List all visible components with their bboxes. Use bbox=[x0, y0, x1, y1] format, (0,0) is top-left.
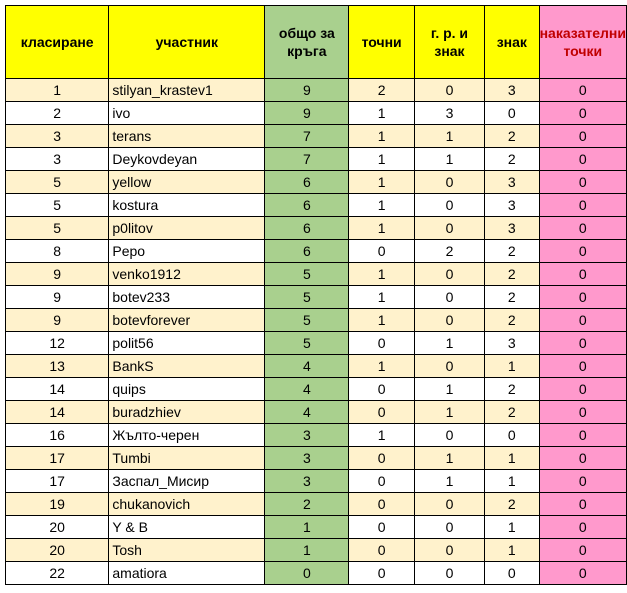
round-total-cell: 5 bbox=[265, 286, 349, 309]
goal-diff-sign-cell: 1 bbox=[414, 148, 484, 171]
goal-diff-sign-cell: 0 bbox=[414, 217, 484, 240]
goal-diff-sign-cell: 0 bbox=[414, 171, 484, 194]
rank-cell: 16 bbox=[6, 424, 109, 447]
rank-cell: 14 bbox=[6, 378, 109, 401]
goal-diff-sign-cell: 1 bbox=[414, 401, 484, 424]
table-row bbox=[6, 171, 627, 194]
participant-cell: p0litov bbox=[109, 217, 265, 240]
penalty-cell: 0 bbox=[539, 240, 626, 263]
rank-cell: 3 bbox=[6, 125, 109, 148]
penalty-cell: 0 bbox=[539, 125, 626, 148]
exact-cell: 1 bbox=[349, 286, 414, 309]
round-total-cell: 3 bbox=[265, 470, 349, 493]
participant-cell: polit56 bbox=[109, 332, 265, 355]
participant-cell: buradzhiev bbox=[109, 401, 265, 424]
round-total-cell: 1 bbox=[265, 516, 349, 539]
sign-cell: 3 bbox=[485, 332, 540, 355]
goal-diff-sign-cell: 1 bbox=[414, 125, 484, 148]
goal-diff-sign-cell: 2 bbox=[414, 240, 484, 263]
sign-cell: 1 bbox=[485, 539, 540, 562]
round-total-cell: 9 bbox=[265, 79, 349, 102]
standings-table bbox=[5, 5, 627, 585]
round-total-cell: 6 bbox=[265, 194, 349, 217]
sign-cell: 2 bbox=[485, 125, 540, 148]
participant-cell: yellow bbox=[109, 171, 265, 194]
exact-cell: 1 bbox=[349, 263, 414, 286]
round-total-cell: 6 bbox=[265, 171, 349, 194]
participant-cell: amatiora bbox=[109, 562, 265, 585]
rank-cell: 19 bbox=[6, 493, 109, 516]
rank-cell: 22 bbox=[6, 562, 109, 585]
table-row bbox=[6, 286, 627, 309]
round-total-cell: 7 bbox=[265, 148, 349, 171]
sign-cell: 0 bbox=[485, 424, 540, 447]
sign-cell: 1 bbox=[485, 516, 540, 539]
sign-cell: 3 bbox=[485, 171, 540, 194]
round-total-cell: 6 bbox=[265, 217, 349, 240]
rank-cell: 9 bbox=[6, 263, 109, 286]
penalty-cell: 0 bbox=[539, 516, 626, 539]
goal-diff-sign-cell: 0 bbox=[414, 194, 484, 217]
goal-diff-sign-cell: 0 bbox=[414, 562, 484, 585]
sign-cell: 2 bbox=[485, 148, 540, 171]
round-total-cell: 5 bbox=[265, 263, 349, 286]
penalty-cell: 0 bbox=[539, 539, 626, 562]
goal-diff-sign-cell: 3 bbox=[414, 102, 484, 125]
penalty-cell: 0 bbox=[539, 217, 626, 240]
participant-cell: terans bbox=[109, 125, 265, 148]
round-total-header: общо за кръга bbox=[265, 6, 349, 79]
sign-cell: 2 bbox=[485, 493, 540, 516]
table-row bbox=[6, 378, 627, 401]
rank-cell: 5 bbox=[6, 217, 109, 240]
table-row bbox=[6, 401, 627, 424]
participant-cell: BankS bbox=[109, 355, 265, 378]
penalty-cell: 0 bbox=[539, 562, 626, 585]
rank-cell: 9 bbox=[6, 309, 109, 332]
goal-diff-sign-cell: 0 bbox=[414, 516, 484, 539]
exact-cell: 1 bbox=[349, 148, 414, 171]
table-row bbox=[6, 240, 627, 263]
goal-diff-sign-cell: 0 bbox=[414, 424, 484, 447]
table-row bbox=[6, 125, 627, 148]
rank-cell: 17 bbox=[6, 470, 109, 493]
penalty-cell: 0 bbox=[539, 470, 626, 493]
rank-cell: 20 bbox=[6, 539, 109, 562]
table-row bbox=[6, 217, 627, 240]
sign-cell: 1 bbox=[485, 355, 540, 378]
table-row bbox=[6, 263, 627, 286]
participant-cell: Заспал_Мисир bbox=[109, 470, 265, 493]
penalty-cell: 0 bbox=[539, 378, 626, 401]
penalty-cell: 0 bbox=[539, 148, 626, 171]
table-row bbox=[6, 424, 627, 447]
sign-cell: 2 bbox=[485, 401, 540, 424]
exact-cell: 1 bbox=[349, 194, 414, 217]
round-total-cell: 4 bbox=[265, 378, 349, 401]
participant-cell: Pepo bbox=[109, 240, 265, 263]
round-total-cell: 4 bbox=[265, 401, 349, 424]
penalty-cell: 0 bbox=[539, 194, 626, 217]
round-total-cell: 6 bbox=[265, 240, 349, 263]
table-row bbox=[6, 355, 627, 378]
table-row bbox=[6, 562, 627, 585]
exact-cell: 0 bbox=[349, 332, 414, 355]
round-total-cell: 3 bbox=[265, 424, 349, 447]
header-row bbox=[6, 6, 627, 79]
round-total-cell: 4 bbox=[265, 355, 349, 378]
exact-header: точни bbox=[349, 6, 414, 79]
table-row bbox=[6, 470, 627, 493]
table-row bbox=[6, 493, 627, 516]
goal-diff-sign-cell: 1 bbox=[414, 332, 484, 355]
table-row bbox=[6, 447, 627, 470]
penalty-cell: 0 bbox=[539, 447, 626, 470]
goal-diff-sign-cell: 0 bbox=[414, 286, 484, 309]
sign-cell: 1 bbox=[485, 447, 540, 470]
goal-diff-sign-cell: 1 bbox=[414, 447, 484, 470]
exact-cell: 2 bbox=[349, 79, 414, 102]
goal-diff-sign-cell: 0 bbox=[414, 493, 484, 516]
exact-cell: 1 bbox=[349, 424, 414, 447]
exact-cell: 0 bbox=[349, 401, 414, 424]
sign-cell: 3 bbox=[485, 79, 540, 102]
rank-cell: 20 bbox=[6, 516, 109, 539]
sign-header: знак bbox=[485, 6, 540, 79]
exact-cell: 1 bbox=[349, 102, 414, 125]
table-row bbox=[6, 516, 627, 539]
participant-cell: Y & B bbox=[109, 516, 265, 539]
exact-cell: 1 bbox=[349, 355, 414, 378]
round-total-cell: 2 bbox=[265, 493, 349, 516]
participant-cell: kostura bbox=[109, 194, 265, 217]
goal-diff-sign-cell: 1 bbox=[414, 378, 484, 401]
table-row bbox=[6, 102, 627, 125]
round-total-cell: 7 bbox=[265, 125, 349, 148]
participant-header: участник bbox=[109, 6, 265, 79]
table-row bbox=[6, 539, 627, 562]
round-total-cell: 5 bbox=[265, 332, 349, 355]
rank-cell: 13 bbox=[6, 355, 109, 378]
rank-header: класиране bbox=[6, 6, 109, 79]
penalty-cell: 0 bbox=[539, 332, 626, 355]
penalty-cell: 0 bbox=[539, 79, 626, 102]
exact-cell: 0 bbox=[349, 378, 414, 401]
table-row bbox=[6, 309, 627, 332]
table-row bbox=[6, 332, 627, 355]
exact-cell: 0 bbox=[349, 539, 414, 562]
exact-cell: 1 bbox=[349, 125, 414, 148]
exact-cell: 1 bbox=[349, 217, 414, 240]
exact-cell: 1 bbox=[349, 171, 414, 194]
participant-cell: botevforever bbox=[109, 309, 265, 332]
participant-cell: botev233 bbox=[109, 286, 265, 309]
rank-cell: 1 bbox=[6, 79, 109, 102]
sign-cell: 3 bbox=[485, 194, 540, 217]
goal-diff-sign-cell: 0 bbox=[414, 263, 484, 286]
round-total-cell: 5 bbox=[265, 309, 349, 332]
exact-cell: 0 bbox=[349, 240, 414, 263]
rank-cell: 12 bbox=[6, 332, 109, 355]
penalty-cell: 0 bbox=[539, 401, 626, 424]
participant-cell: ivo bbox=[109, 102, 265, 125]
round-total-cell: 1 bbox=[265, 539, 349, 562]
exact-cell: 0 bbox=[349, 447, 414, 470]
sign-cell: 2 bbox=[485, 240, 540, 263]
penalty-cell: 0 bbox=[539, 102, 626, 125]
participant-cell: Deykovdeyan bbox=[109, 148, 265, 171]
penalty-cell: 0 bbox=[539, 355, 626, 378]
penalty-cell: 0 bbox=[539, 286, 626, 309]
rank-cell: 5 bbox=[6, 194, 109, 217]
participant-cell: venko1912 bbox=[109, 263, 265, 286]
participant-cell: quips bbox=[109, 378, 265, 401]
round-total-cell: 3 bbox=[265, 447, 349, 470]
goal-diff-sign-header: г. р. и знак bbox=[414, 6, 484, 79]
standings-body bbox=[6, 79, 627, 585]
rank-cell: 14 bbox=[6, 401, 109, 424]
sign-cell: 3 bbox=[485, 217, 540, 240]
penalty-cell: 0 bbox=[539, 309, 626, 332]
sign-cell: 0 bbox=[485, 562, 540, 585]
penalty-cell: 0 bbox=[539, 493, 626, 516]
goal-diff-sign-cell: 0 bbox=[414, 539, 484, 562]
exact-cell: 0 bbox=[349, 562, 414, 585]
sign-cell: 2 bbox=[485, 378, 540, 401]
rank-cell: 2 bbox=[6, 102, 109, 125]
participant-cell: Жълто-черен bbox=[109, 424, 265, 447]
table-row bbox=[6, 79, 627, 102]
rank-cell: 17 bbox=[6, 447, 109, 470]
penalty-cell: 0 bbox=[539, 263, 626, 286]
participant-cell: chukanovich bbox=[109, 493, 265, 516]
table-row bbox=[6, 194, 627, 217]
table-row bbox=[6, 148, 627, 171]
goal-diff-sign-cell: 0 bbox=[414, 79, 484, 102]
participant-cell: Tosh bbox=[109, 539, 265, 562]
penalty-cell: 0 bbox=[539, 171, 626, 194]
exact-cell: 0 bbox=[349, 493, 414, 516]
rank-cell: 5 bbox=[6, 171, 109, 194]
sign-cell: 0 bbox=[485, 102, 540, 125]
penalty-cell: 0 bbox=[539, 424, 626, 447]
round-total-cell: 0 bbox=[265, 562, 349, 585]
goal-diff-sign-cell: 0 bbox=[414, 355, 484, 378]
sign-cell: 2 bbox=[485, 286, 540, 309]
sign-cell: 2 bbox=[485, 263, 540, 286]
sign-cell: 2 bbox=[485, 309, 540, 332]
penalty-header: наказателни точки bbox=[539, 6, 626, 79]
exact-cell: 0 bbox=[349, 470, 414, 493]
goal-diff-sign-cell: 1 bbox=[414, 470, 484, 493]
participant-cell: Tumbi bbox=[109, 447, 265, 470]
rank-cell: 8 bbox=[6, 240, 109, 263]
goal-diff-sign-cell: 0 bbox=[414, 309, 484, 332]
exact-cell: 1 bbox=[349, 309, 414, 332]
participant-cell: stilyan_krastev1 bbox=[109, 79, 265, 102]
rank-cell: 3 bbox=[6, 148, 109, 171]
round-total-cell: 9 bbox=[265, 102, 349, 125]
exact-cell: 0 bbox=[349, 516, 414, 539]
sign-cell: 1 bbox=[485, 470, 540, 493]
rank-cell: 9 bbox=[6, 286, 109, 309]
